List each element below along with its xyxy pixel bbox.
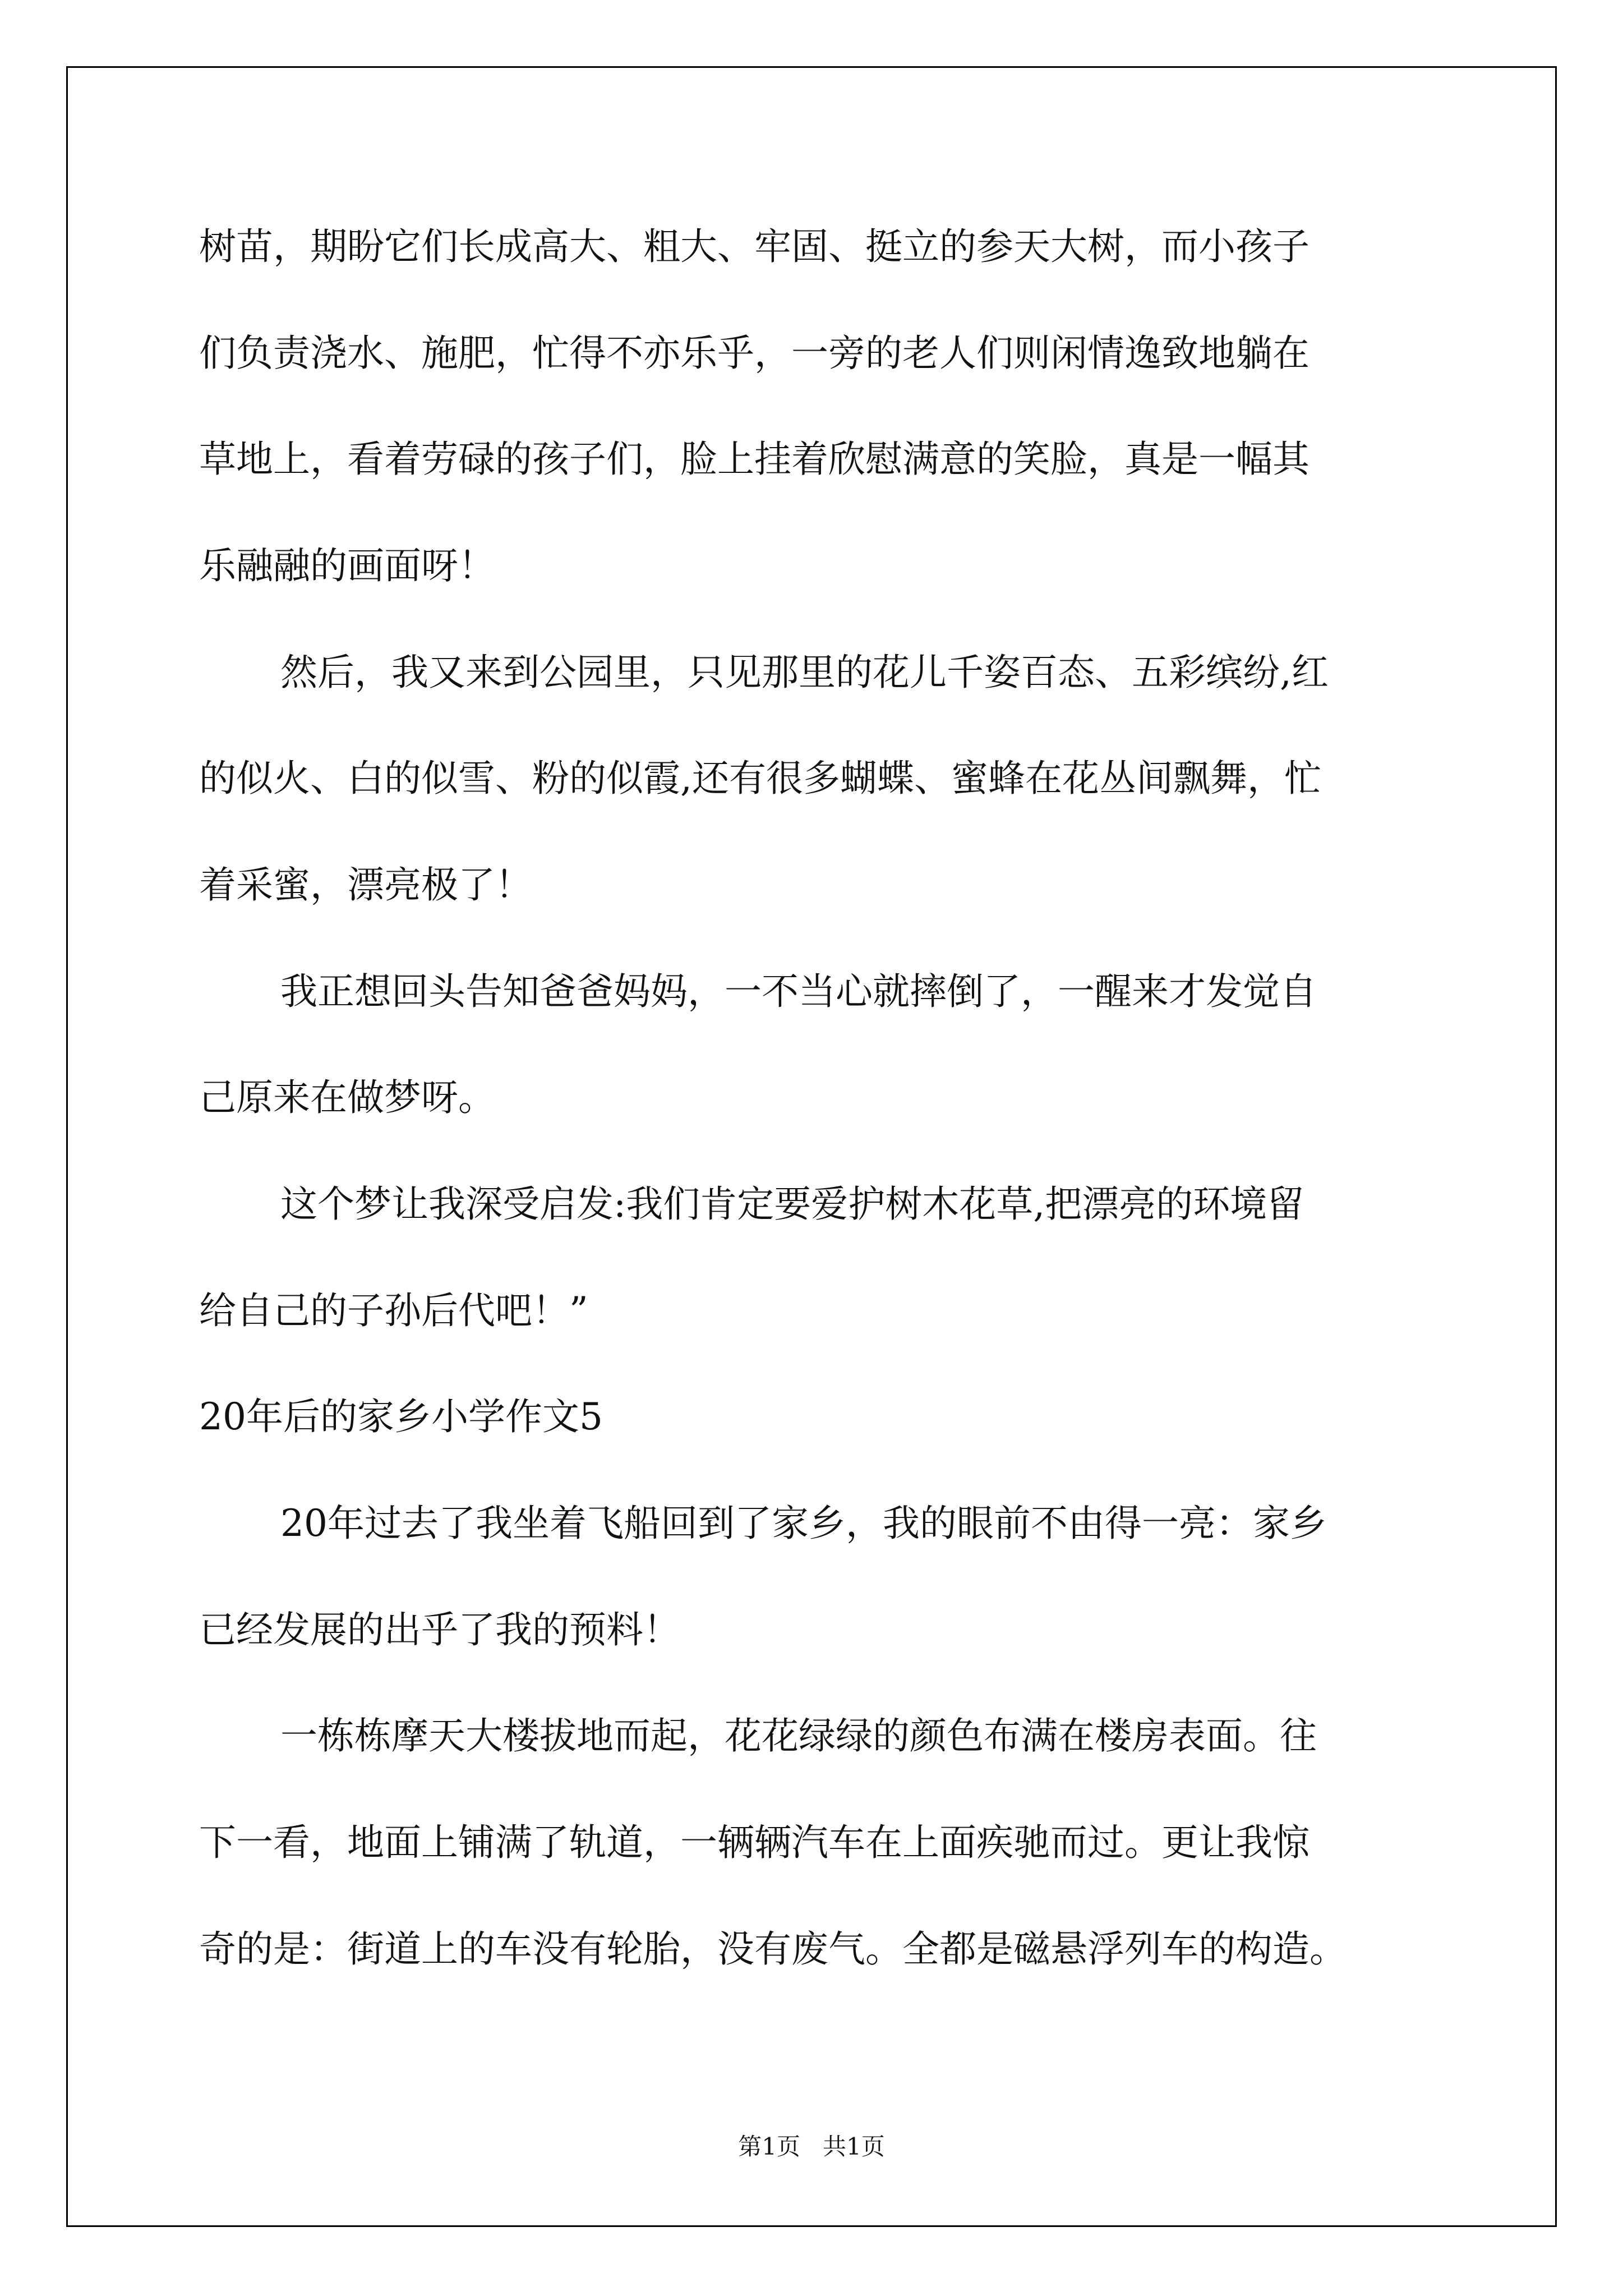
paragraph-line: 着采蜜，漂亮极了！: [199, 863, 532, 907]
paragraph-line: 树苗，期盼它们长成高大、粗大、牢固、挺立的参天大树，而小孩子: [199, 225, 1310, 268]
page-border: [66, 66, 1557, 2227]
paragraph-line: 们负责浇水、施肥，忙得不亦乐乎，一旁的老人们则闲情逸致地躺在: [199, 332, 1310, 375]
paragraph-line: 奇的是：街道上的车没有轮胎，没有废气。全都是磁悬浮列车的构造。: [199, 1927, 1347, 1971]
page-footer: 第1页 共1页: [738, 2133, 885, 2160]
paragraph-line: 这个梦让我深受启发:我们肯定要爱护树木花草,把漂亮的环境留: [280, 1182, 1304, 1226]
paragraph-line: 一栋栋摩天大楼拔地而起，花花绿绿的颜色布满在楼房表面。往: [280, 1714, 1317, 1757]
paragraph-line: 乐融融的画面呀！: [199, 544, 495, 587]
paragraph-line: 20年过去了我坐着飞船回到了家乡，我的眼前不由得一亮：家乡: [280, 1502, 1327, 1545]
paragraph-line: 己原来在做梦呀。: [199, 1076, 495, 1119]
section-heading: 20年后的家乡小学作文5: [199, 1395, 603, 1438]
paragraph-line: 给自己的子孙后代吧！”: [199, 1289, 588, 1332]
paragraph-line: 草地上，看着劳碌的孩子们，脸上挂着欣慰满意的笑脸，真是一幅其: [199, 438, 1310, 481]
paragraph-line: 下一看，地面上铺满了轨道，一辆辆汽车在上面疾驰而过。更让我惊: [199, 1821, 1310, 1864]
paragraph-line: 然后，我又来到公园里，只见那里的花儿千姿百态、五彩缤纷,红: [280, 651, 1329, 694]
paragraph-line: 的似火、白的似雪、粉的似霞,还有很多蝴蝶、蜜蜂在花丛间飘舞，忙: [199, 757, 1321, 800]
paragraph-line: 我正想回头告知爸爸妈妈，一不当心就摔倒了，一醒来才发觉自: [280, 970, 1317, 1013]
paragraph-line: 已经发展的出乎了我的预料！: [199, 1608, 680, 1651]
